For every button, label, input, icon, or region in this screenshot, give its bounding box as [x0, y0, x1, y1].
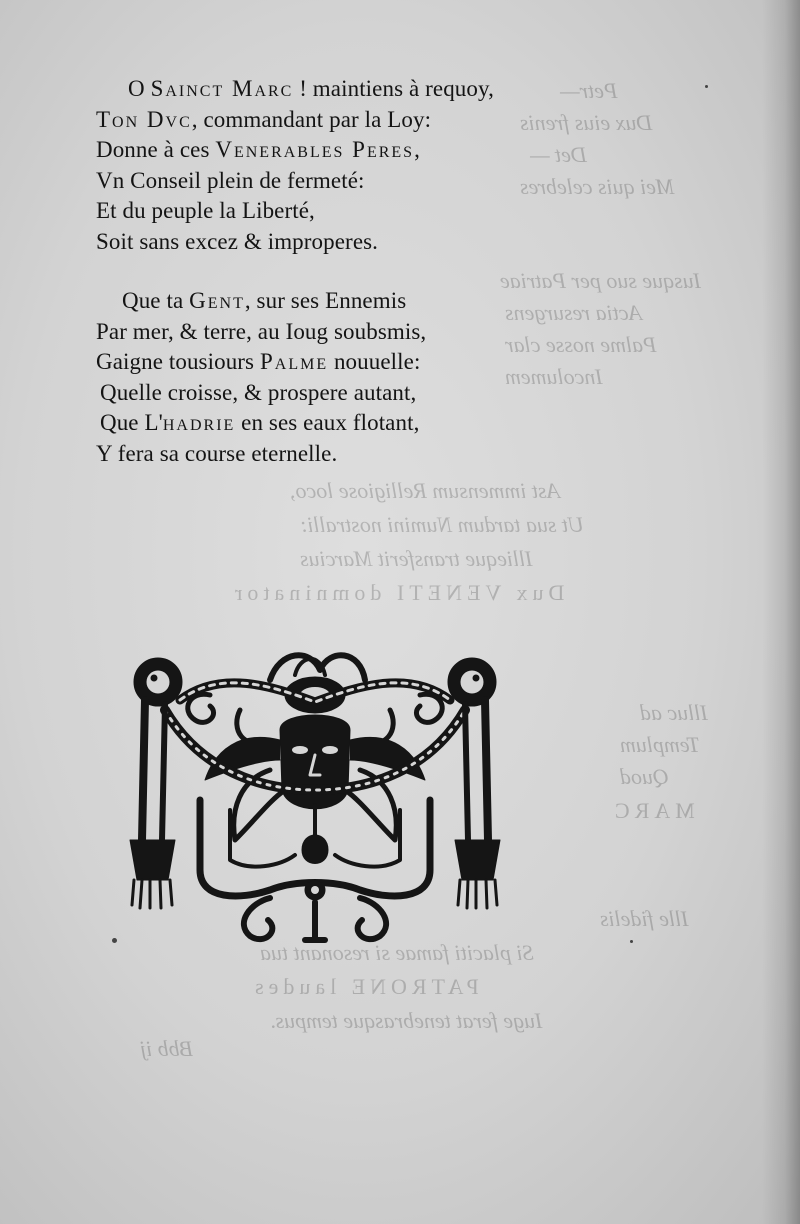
- verse-line: Soit sans excez & improperes.: [96, 228, 379, 254]
- verse-line: [96, 135, 494, 166]
- ghost-line: Illuc ad: [640, 700, 708, 725]
- verse-text: Que ta: [122, 288, 190, 313]
- ghost-line: Ille fidelis: [600, 906, 689, 931]
- ghost-line: Templum: [620, 732, 700, 757]
- verse-line: Y fera sa course eternelle.: [96, 440, 338, 466]
- verse-line: [96, 105, 494, 136]
- verse-smallcaps: Gent: [189, 288, 245, 313]
- verse-text: ,: [414, 137, 420, 162]
- ink-speck: [112, 938, 117, 943]
- verse-line: Vn Conseil plein de fermeté:: [96, 167, 365, 193]
- stanza-2: [96, 286, 426, 469]
- ghost-line: Illieque transferit Marcius: [300, 546, 533, 571]
- ghost-line: Ast immensum Relligiose loco,: [290, 478, 561, 503]
- ghost-line: Si placiti famae si resonant tua: [260, 940, 534, 965]
- verse-line: [96, 286, 426, 317]
- verse-text: en ses eaux flotant,: [235, 410, 420, 435]
- verse-line: Par mer, & terre, au Ioug soubsmis,: [96, 318, 427, 344]
- ghost-line: Ut sua tardum Numini nostralli:: [300, 512, 584, 537]
- ghost-line: Incolumem: [505, 364, 603, 389]
- ghost-line: MARC: [610, 798, 695, 823]
- verse-text: , commandant par la Loy:: [191, 106, 432, 132]
- ghost-line: Dux eius frenis: [520, 110, 653, 135]
- verse-smallcaps: Palme: [259, 349, 329, 374]
- ghost-line: Actia resurgens: [505, 300, 643, 325]
- verse-line: Et du peuple la Liberté,: [96, 198, 315, 223]
- verse-line: [96, 408, 426, 439]
- verse-text: nouuelle:: [328, 349, 421, 374]
- verse-line: Quelle croisse, & prospere autant,: [100, 379, 417, 405]
- ghost-line: Dux VENETI domninator: [230, 580, 565, 605]
- page-gutter-shadow: [762, 0, 800, 1224]
- verse-text: , sur ses Ennemis: [244, 288, 407, 313]
- verse-smallcaps: Ton Dvc: [96, 106, 192, 132]
- verse-smallcaps: Venerables Peres: [215, 137, 415, 162]
- verse-text: Que L': [100, 410, 163, 435]
- grotesque-mask-ornament-icon: [120, 640, 510, 950]
- ink-speck: [630, 940, 633, 943]
- ghost-line: PATRONE laudes: [250, 974, 479, 999]
- stanza-1: [96, 74, 494, 257]
- ghost-line: Quod: [620, 764, 669, 789]
- ghost-line: Iuge ferat tenebrasque tempus.: [270, 1008, 543, 1033]
- ghost-line: Bbb ij: [140, 1036, 194, 1061]
- ghost-line: Mei quis celebres: [520, 174, 675, 199]
- verse-line: [96, 347, 426, 378]
- ghost-line: Petr—: [560, 78, 618, 103]
- verse-text: O: [128, 76, 151, 101]
- ghost-line: Det —: [530, 142, 587, 167]
- verse-text: Donne à ces: [96, 137, 216, 162]
- verse-text: Gaigne tousiours: [96, 349, 260, 374]
- verse-smallcaps: Sainct Marc: [150, 76, 294, 101]
- verse-text: ! maintiens à requoy,: [293, 76, 494, 101]
- ghost-line: Iusque suo per Patriae: [500, 268, 702, 293]
- verse-smallcaps: hadrie: [162, 410, 236, 435]
- ghost-line: Palme nosse clar: [505, 332, 657, 357]
- ink-speck: [705, 85, 708, 88]
- verse-line: [96, 74, 494, 105]
